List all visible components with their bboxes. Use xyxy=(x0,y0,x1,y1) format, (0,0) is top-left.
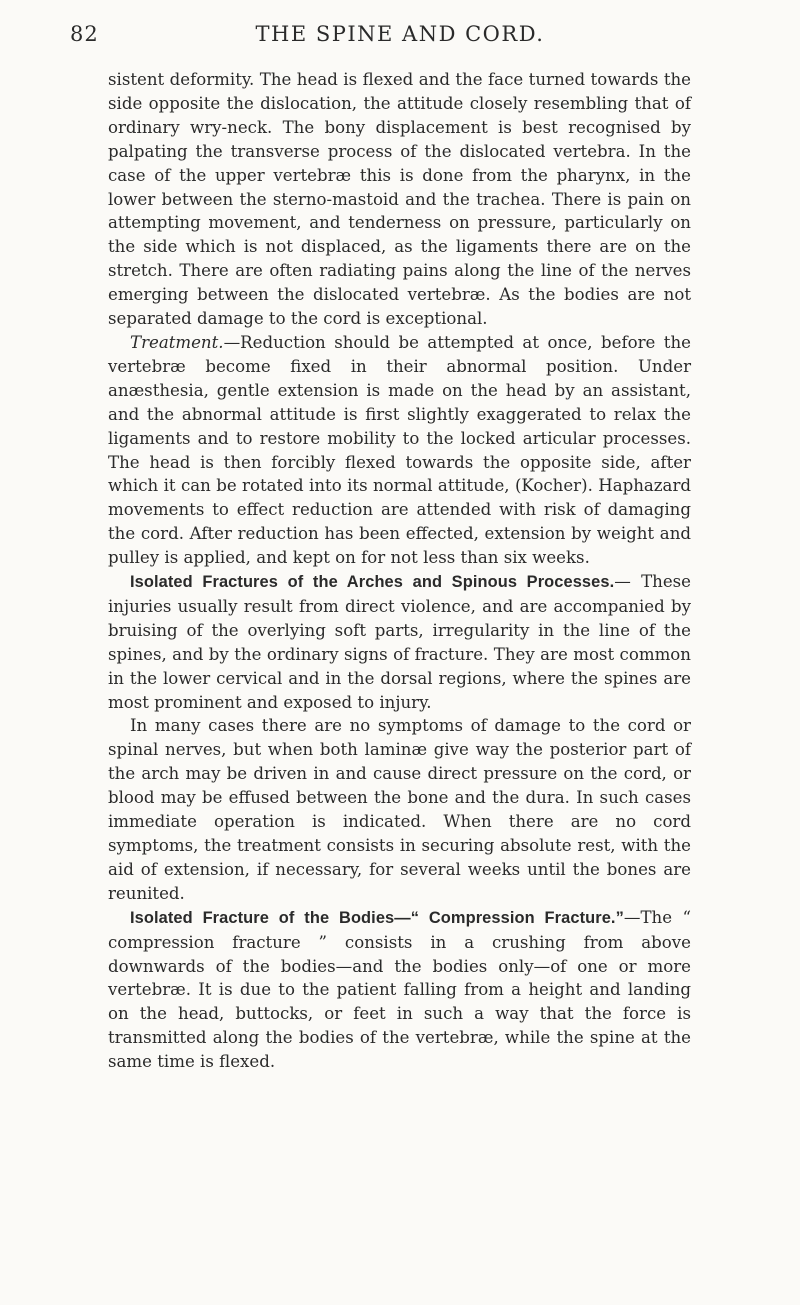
treatment-heading: Treatment. xyxy=(130,332,224,352)
arches-heading: Isolated Fractures of the Arches and Spinous Processes. xyxy=(130,573,615,592)
running-title: THE SPINE AND CORD. xyxy=(255,22,545,46)
page-number: 82 xyxy=(70,22,99,46)
paragraph-compression xyxy=(108,906,691,1074)
compression-heading: Isolated Fracture of the Bodies—“ Compression Fracture.” xyxy=(130,908,624,927)
paragraph-treatment xyxy=(108,331,691,570)
paragraph-cord-damage: In many cases there are no symptoms of damage to the cord or spinal nerves, but when both laminæ give way the posterior part of the arch may be driven in and cause direct pressure on the cord, or blood may be effused between the bone and the dura. In such cases immediate operation is indicated. When there are no cord symptoms, the treatment consists in securing absolute rest, with the aid of extension, if necessary, for several weeks until the bones are reunited. xyxy=(108,716,691,903)
arches-text: — These injuries usually result from direct violence, and are accompanied by bruising of the overlying soft parts, irregularity in the line of the spines, and by the ordinary signs of fracture. They are most common in the lower cervical and in the dorsal regions, where the spines are most prominent and exposed to injury. xyxy=(108,572,692,712)
page-header xyxy=(70,22,730,52)
treatment-text: —Reduction should be attempted at once, before the vertebræ become fixed in their abnormal position. Under anæsthesia, gentle extension is made on the head by an assistant, and the abnormal attitude is first slightly exaggerated to relax the ligaments and to restore mobility to the locked articular processes. The head is then forcibly flexed towards the opposite side, after which it can be rotated into its normal attitude, (Kocher). Haphazard movements to effect reduction are attended with risk of damaging the cord. After reduction has been effected, extension by weight and pulley is applied, and kept on for not less than six weeks. xyxy=(108,332,691,568)
body-text xyxy=(108,68,691,1074)
paragraph-continuation: sistent deformity. The head is flexed and the face turned towards the side opposite the dislocation, the attitude closely resembling that of ordinary wry-neck. The bony displacement is best recognised by palpating the transverse process of the dislocated vertebra. In the case of the upper vertebræ this is done from the pharynx, in the lower between the sterno-mastoid and the trachea. There is pain on attempting movement, and tenderness on pressure, particularly on the side which is not displaced, as the ligaments there are on the stretch. There are often radiating pains along the line of the nerves emerging between the dislocated vertebræ. As the bodies are not separated damage to the cord is exceptional. xyxy=(108,70,691,329)
paragraph-arches xyxy=(108,570,691,714)
compression-text: —The “ compression fracture ” consists in a crushing from above downwards of the bodies—and the bodies only—of one or more vertebræ. It is due to the patient falling from a height and landing on the head, buttocks, or feet in such a way that the force is transmitted along the bodies of the vertebræ, while the spine at the same time is flexed. xyxy=(108,907,691,1072)
